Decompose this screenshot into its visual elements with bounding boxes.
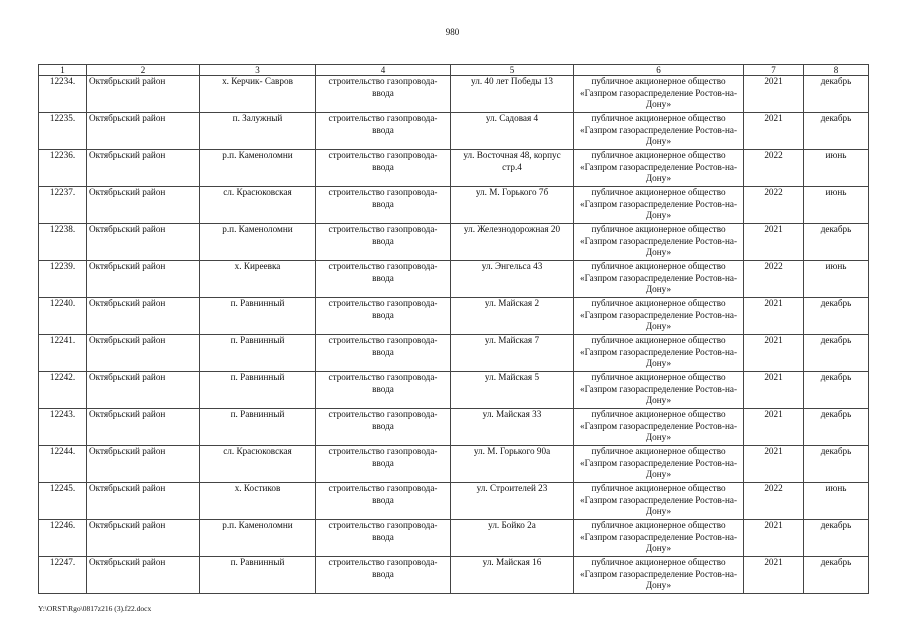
address-cell: ул. Майская 7 xyxy=(451,335,574,372)
column-header: 2 xyxy=(87,65,200,76)
header-row xyxy=(39,65,869,76)
organization-cell: публичное акционерное общество «Газпром газораспределение Ростов-на-Дону» xyxy=(574,557,744,594)
address-cell: ул. Строителей 23 xyxy=(451,483,574,520)
year-cell: 2021 xyxy=(744,557,804,594)
district-cell: Октябрьский район xyxy=(87,409,200,446)
address-cell: ул. Майская 16 xyxy=(451,557,574,594)
footer-file-path: Y:\ORST\Rgo\0817z216 (3).f22.docx xyxy=(38,604,152,613)
address-cell: ул. Бойко 2а xyxy=(451,520,574,557)
month-cell: декабрь xyxy=(804,520,869,557)
month-cell: декабрь xyxy=(804,372,869,409)
organization-cell: публичное акционерное общество «Газпром газораспределение Ростов-на-Дону» xyxy=(574,150,744,187)
settlement-cell: сл. Красюковская xyxy=(200,187,316,224)
settlement-cell: п. Равнинный xyxy=(200,372,316,409)
year-cell: 2021 xyxy=(744,409,804,446)
table-row xyxy=(39,409,869,446)
month-cell: июнь xyxy=(804,150,869,187)
settlement-cell: р.п. Каменоломни xyxy=(200,224,316,261)
page-number: 980 xyxy=(445,27,460,37)
settlement-cell: р.п. Каменоломни xyxy=(200,520,316,557)
table-row xyxy=(39,150,869,187)
table-row xyxy=(39,557,869,594)
table-row xyxy=(39,446,869,483)
settlement-cell: п. Залужный xyxy=(200,113,316,150)
table-header xyxy=(39,65,869,76)
settlement-cell: п. Равнинный xyxy=(200,298,316,335)
address-cell: ул. М. Горького 90а xyxy=(451,446,574,483)
table-row xyxy=(39,372,869,409)
row-number-cell: 12235. xyxy=(39,113,87,150)
table-row xyxy=(39,76,869,113)
table-row xyxy=(39,335,869,372)
work-type-cell: строительство газопровода-ввода xyxy=(316,76,451,113)
month-cell: декабрь xyxy=(804,557,869,594)
settlement-cell: п. Равнинный xyxy=(200,409,316,446)
row-number-cell: 12247. xyxy=(39,557,87,594)
address-cell: ул. Железнодорожная 20 xyxy=(451,224,574,261)
settlement-cell: х. Костиков xyxy=(200,483,316,520)
table-row xyxy=(39,224,869,261)
year-cell: 2022 xyxy=(744,483,804,520)
settlement-cell: п. Равнинный xyxy=(200,557,316,594)
district-cell: Октябрьский район xyxy=(87,372,200,409)
row-number-cell: 12240. xyxy=(39,298,87,335)
organization-cell: публичное акционерное общество «Газпром газораспределение Ростов-на-Дону» xyxy=(574,261,744,298)
organization-cell: публичное акционерное общество «Газпром газораспределение Ростов-на-Дону» xyxy=(574,446,744,483)
organization-cell: публичное акционерное общество «Газпром газораспределение Ростов-на-Дону» xyxy=(574,372,744,409)
year-cell: 2021 xyxy=(744,446,804,483)
column-header: 8 xyxy=(804,65,869,76)
address-cell: ул. Энгельса 43 xyxy=(451,261,574,298)
address-cell: ул. 40 лет Победы 13 xyxy=(451,76,574,113)
year-cell: 2021 xyxy=(744,113,804,150)
work-type-cell: строительство газопровода-ввода xyxy=(316,298,451,335)
settlement-cell: х. Керчик- Савров xyxy=(200,76,316,113)
organization-cell: публичное акционерное общество «Газпром газораспределение Ростов-на-Дону» xyxy=(574,520,744,557)
address-cell: ул. Майская 5 xyxy=(451,372,574,409)
settlement-cell: п. Равнинный xyxy=(200,335,316,372)
organization-cell: публичное акционерное общество «Газпром газораспределение Ростов-на-Дону» xyxy=(574,298,744,335)
gas-connection-table xyxy=(38,64,869,594)
table-row xyxy=(39,483,869,520)
month-cell: июнь xyxy=(804,187,869,224)
district-cell: Октябрьский район xyxy=(87,298,200,335)
month-cell: декабрь xyxy=(804,224,869,261)
row-number-cell: 12237. xyxy=(39,187,87,224)
row-number-cell: 12244. xyxy=(39,446,87,483)
work-type-cell: строительство газопровода-ввода xyxy=(316,483,451,520)
row-number-cell: 12238. xyxy=(39,224,87,261)
month-cell: декабрь xyxy=(804,446,869,483)
organization-cell: публичное акционерное общество «Газпром газораспределение Ростов-на-Дону» xyxy=(574,335,744,372)
district-cell: Октябрьский район xyxy=(87,520,200,557)
column-header: 3 xyxy=(200,65,316,76)
organization-cell: публичное акционерное общество «Газпром газораспределение Ростов-на-Дону» xyxy=(574,224,744,261)
row-number-cell: 12242. xyxy=(39,372,87,409)
table-row xyxy=(39,261,869,298)
column-header: 4 xyxy=(316,65,451,76)
column-header: 6 xyxy=(574,65,744,76)
work-type-cell: строительство газопровода-ввода xyxy=(316,520,451,557)
district-cell: Октябрьский район xyxy=(87,261,200,298)
district-cell: Октябрьский район xyxy=(87,483,200,520)
organization-cell: публичное акционерное общество «Газпром газораспределение Ростов-на-Дону» xyxy=(574,483,744,520)
district-cell: Октябрьский район xyxy=(87,335,200,372)
address-cell: ул. Майская 2 xyxy=(451,298,574,335)
row-number-cell: 12245. xyxy=(39,483,87,520)
table-row xyxy=(39,187,869,224)
column-header: 7 xyxy=(744,65,804,76)
row-number-cell: 12246. xyxy=(39,520,87,557)
district-cell: Октябрьский район xyxy=(87,187,200,224)
month-cell: декабрь xyxy=(804,113,869,150)
month-cell: июнь xyxy=(804,261,869,298)
year-cell: 2022 xyxy=(744,150,804,187)
column-header: 1 xyxy=(39,65,87,76)
year-cell: 2021 xyxy=(744,520,804,557)
work-type-cell: строительство газопровода-ввода xyxy=(316,187,451,224)
address-cell: ул. Садовая 4 xyxy=(451,113,574,150)
work-type-cell: строительство газопровода-ввода xyxy=(316,372,451,409)
district-cell: Октябрьский район xyxy=(87,113,200,150)
settlement-cell: р.п. Каменоломни xyxy=(200,150,316,187)
month-cell: декабрь xyxy=(804,298,869,335)
address-cell: ул. Майская 33 xyxy=(451,409,574,446)
district-cell: Октябрьский район xyxy=(87,446,200,483)
work-type-cell: строительство газопровода-ввода xyxy=(316,409,451,446)
settlement-cell: сл. Красюковская xyxy=(200,446,316,483)
year-cell: 2021 xyxy=(744,76,804,113)
month-cell: декабрь xyxy=(804,335,869,372)
table-body xyxy=(39,76,869,594)
year-cell: 2021 xyxy=(744,335,804,372)
district-cell: Октябрьский район xyxy=(87,150,200,187)
work-type-cell: строительство газопровода-ввода xyxy=(316,557,451,594)
row-number-cell: 12241. xyxy=(39,335,87,372)
year-cell: 2021 xyxy=(744,298,804,335)
organization-cell: публичное акционерное общество «Газпром газораспределение Ростов-на-Дону» xyxy=(574,187,744,224)
year-cell: 2022 xyxy=(744,187,804,224)
row-number-cell: 12234. xyxy=(39,76,87,113)
year-cell: 2021 xyxy=(744,372,804,409)
organization-cell: публичное акционерное общество «Газпром газораспределение Ростов-на-Дону» xyxy=(574,113,744,150)
row-number-cell: 12243. xyxy=(39,409,87,446)
organization-cell: публичное акционерное общество «Газпром газораспределение Ростов-на-Дону» xyxy=(574,76,744,113)
row-number-cell: 12236. xyxy=(39,150,87,187)
year-cell: 2022 xyxy=(744,261,804,298)
address-cell: ул. М. Горького 7б xyxy=(451,187,574,224)
row-number-cell: 12239. xyxy=(39,261,87,298)
district-cell: Октябрьский район xyxy=(87,557,200,594)
work-type-cell: строительство газопровода-ввода xyxy=(316,261,451,298)
district-cell: Октябрьский район xyxy=(87,224,200,261)
work-type-cell: строительство газопровода-ввода xyxy=(316,446,451,483)
month-cell: июнь xyxy=(804,483,869,520)
table-row xyxy=(39,520,869,557)
table-row xyxy=(39,298,869,335)
year-cell: 2021 xyxy=(744,224,804,261)
work-type-cell: строительство газопровода-ввода xyxy=(316,150,451,187)
month-cell: декабрь xyxy=(804,409,869,446)
district-cell: Октябрьский район xyxy=(87,76,200,113)
address-cell: ул. Восточная 48, корпус стр.4 xyxy=(451,150,574,187)
column-header: 5 xyxy=(451,65,574,76)
work-type-cell: строительство газопровода-ввода xyxy=(316,335,451,372)
table-row xyxy=(39,113,869,150)
month-cell: декабрь xyxy=(804,76,869,113)
work-type-cell: строительство газопровода-ввода xyxy=(316,224,451,261)
organization-cell: публичное акционерное общество «Газпром газораспределение Ростов-на-Дону» xyxy=(574,409,744,446)
work-type-cell: строительство газопровода-ввода xyxy=(316,113,451,150)
settlement-cell: х. Киреевка xyxy=(200,261,316,298)
